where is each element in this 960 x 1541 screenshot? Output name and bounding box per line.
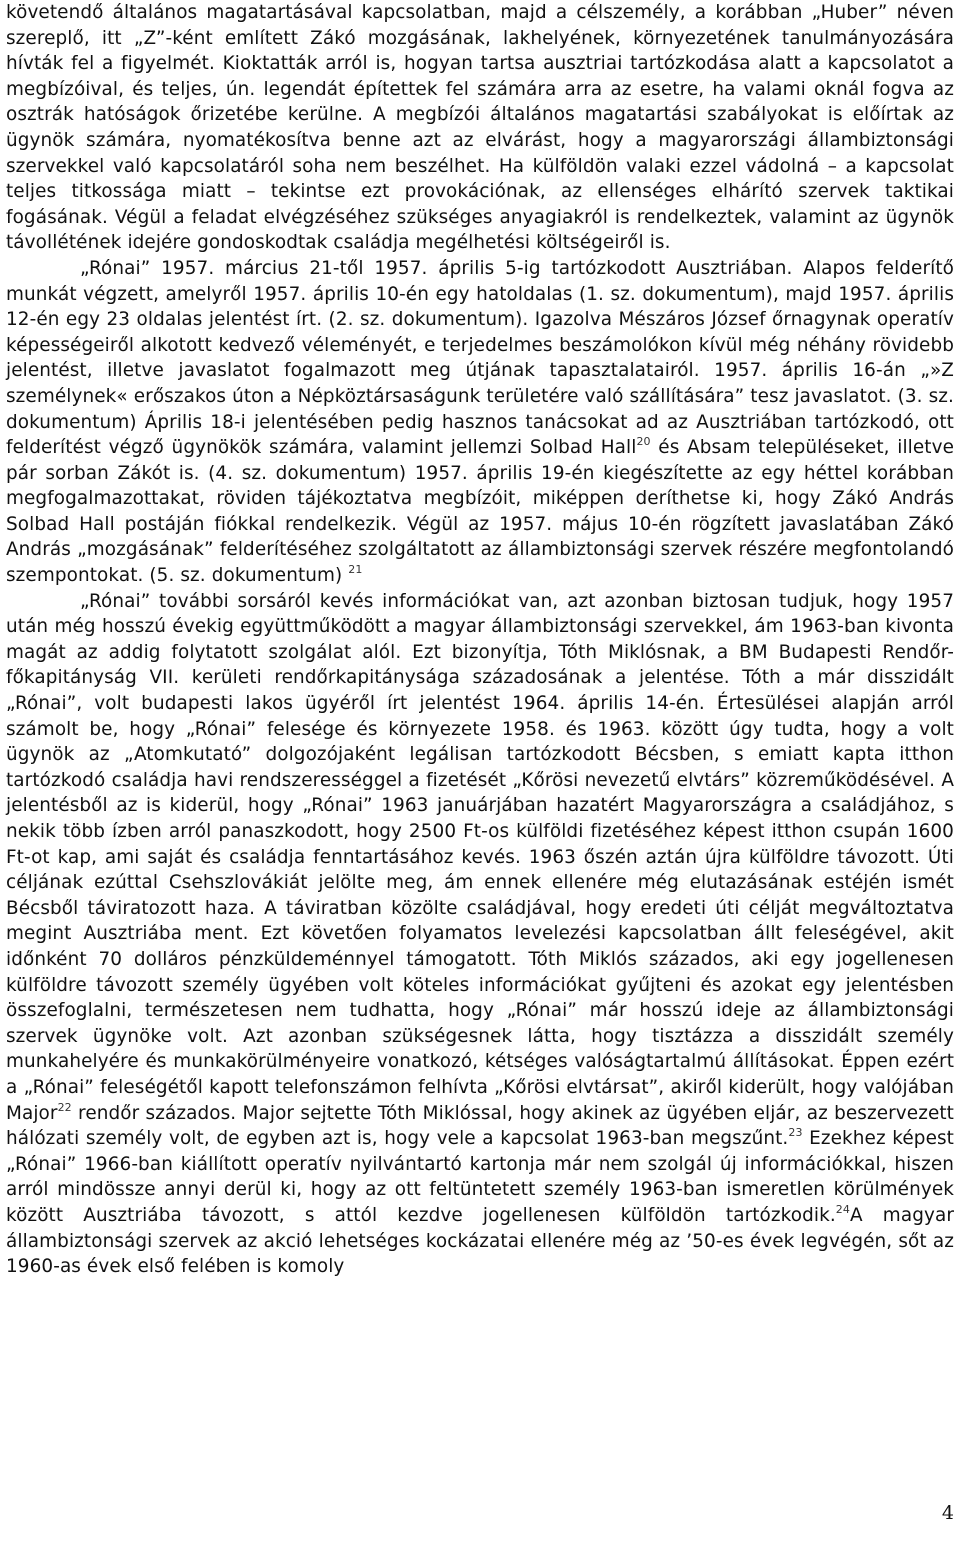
paragraph-1 xyxy=(6,0,954,256)
footnote-ref-21: 21 xyxy=(348,563,363,577)
paragraph-2 xyxy=(6,256,954,589)
paragraph-2-text-b: és Absam településeket, illetve pár sorban Zákót is. (4. sz. dokumentum) 1957. április 19-én kiegészítette az egy héttel korábban megfogalmazottakat, röviden tájékoztatva megbízóit, miképpen deríthetse ki, hogy Zákó András Solbad Hall postáján fiókkal rendelkezik. Végül az 1957. május 10-én rögzített javaslatában Zákó András „mozgásának” felderítéséhez szolgáltatott az állambiztonsági szervek részére megfontolandó szempontokat. (5. sz. dokumentum) xyxy=(6,437,955,587)
paragraph-3 xyxy=(6,589,954,1280)
footnote-ref-22: 22 xyxy=(57,1100,72,1114)
paragraph-3-text-c: Ezekhez képest „Rónai” 1966-ban kiállított operatív nyilvántartó kartonja már nem szolgál új információkkal, hiszen arról mindössze annyi derül ki, hogy az ott feltüntetett személy 1963-ban ismeretlen körülmények között Ausztriába távozott, s attól kezdve jogellenesen külföldön tartózkodik. xyxy=(6,1128,954,1226)
paragraph-3-text-a: „Rónai” további sorsáról kevés információkat van, azt azonban biztosan tudjuk, hogy 1957 után még hosszú évekig együttműködött a magyar állambiztonsági szervekkel, ám 1963-ban kivonta magát az addig folytatott szolgálat alól. Ezt bizonyítja, Tóth Miklósnak, a BM Budapesti Rendőr-főkapitányság VII. kerületi rendőrkapitánysága századosának a jelentése. Tóth a már disszidált „Rónai”, volt budapesti lakos ügyéről írt jelentést 1964. április 14-én. Értesülései alapján arról számolt be, hogy „Rónai” felesége és környezete 1958. és 1963. között úgy tudta, hogy a volt ügynök az „Atomkutató” dolgozójaként legálisan tartózkodott Bécsben, s emiatt kapta itthon tartózkodó családja havi rendszerességgel a fizetését „Kőrösi nevezetű elvtárs” közreműködésével. A jelentésből az is kiderül, hogy „Rónai” 1963 januárjában hazatért Magyarországra a családjához, s nekik több ízben arról panaszkodott, hogy 2500 Ft-os külföldi fizetéséhez képest itthon csupán 1600 Ft-ot kap, ami saját és családja fenntartásához kevés. 1963 őszén aztán újra külföldre távozott. Úti céljának ezúttal Csehszlovákiát jelölte meg, ám ennek ellenére még elutazásának estéjén ismét Bécsből táviratozott haza. A táviratban közölte családjával, hogy eredeti úti célját megváltoztatva megint Ausztriába ment. Ezt követően folyamatos levelezési kapcsolatban állt feleségével, akit időnként 70 dolláros pénzküldeménnyel támogatott. Tóth Miklós százados, aki egy jogellenesen külföldre távozott személy ügyében volt köteles információkat gyűjteni és azokat egy jelentésben összefoglalni, természetesen nem tudhatta, hogy „Rónai” már hosszú ideje az állambiztonsági szervek ügynöke volt. Azt azonban szükségesnek látta, hogy tisztázza a disszidált személy munkahelyére és munkakörülményeire vonatkozó, kétséges valóságtartalmú állításokat. Éppen ezért a „Rónai” feleségétől kapott telefonszámon felhívta „Kőrösi elvtársat”, akiről kiderült, hogy valójában Major xyxy=(6,590,954,1124)
page-number: 4 xyxy=(941,1502,954,1524)
footnote-ref-24: 24 xyxy=(835,1202,850,1216)
footnote-ref-23: 23 xyxy=(788,1126,803,1140)
footnote-ref-20: 20 xyxy=(636,435,651,449)
paragraph-2-text-a: „Rónai” 1957. március 21-től 1957. április 5-ig tartózkodott Ausztriában. Alapos felderítő munkát végzett, amelyről 1957. április 10-én egy hatoldalas (1. sz. dokumentum), majd 1957. április 12-én egy 23 oldalas jelentést írt. (2. sz. dokumentum). Igazolva Mészáros József őrnagynak operatív képességeiről alkotott kedvező véleményét, e terjedelmes beszámolókon kívül még néhány rövidebb jelentést, illetve javaslatot fogalmazott meg útjának tapasztalatairól. 1957. április 16-án „»Z személynek« erőszakos úton a Népköztársaságunk területére való szállítására” tesz javaslatot. (3. sz. dokumentum) Április 18-i jelentésében pedig hasznos tanácsokat ad az Ausztriában tartózkodó, ott felderítést végző ügynökök számára, valamint jellemzi Solbad Hall xyxy=(6,257,954,459)
paragraph-3-text-b: rendőr százados. Major sejtette Tóth Miklóssal, hogy akinek az ügyében eljár, az beszervezett hálózati személy volt, de egyben azt is, hogy vele a kapcsolat 1963-ban megszűnt. xyxy=(6,1102,954,1150)
body-text xyxy=(6,0,954,1280)
paragraph-1-text: követendő általános magatartásával kapcsolatban, majd a célszemély, a korábban „Huber” néven szereplő, itt „Z”-ként említett Zákó mozgásának, lakhelyének, környezetének tanulmányozására hívták fel a figyelmét. Kioktatták arról is, hogyan tartsa ausztriai tartózkodása alatt a kapcsolatot a megbízóival, és teljes, ún. legendát építettek fel számára arra az esetre, ha valami oknál fogva az osztrák hatóságok őrizetébe kerülne. A megbízói általános magatartási szabályokat is előírtak az ügynök számára, nyomatékosítva benne azt az elvárást, hogy a magyarországi állambiztonsági szervekkel való kapcsolatáról soha nem beszélhet. Ha külföldön valaki ezzel vádolná – a kapcsolat teljes titkossága miatt – tekintse ezt provokációnak, az ellenséges elhárító szervek taktikai fogásának. Végül a feladat elvégzéséhez szükséges anyagiakról is rendelkeztek, valamint az ügynök távollétének idejére gondoskodtak családja megélhetési költségeiről is. xyxy=(6,2,954,254)
paragraph-3-text-d: A magyar állambiztonsági szervek az akció lehetséges kockázatai ellenére még az ’50-es évek legvégén, sőt az 1960-as évek első felében is komoly xyxy=(6,1204,954,1278)
